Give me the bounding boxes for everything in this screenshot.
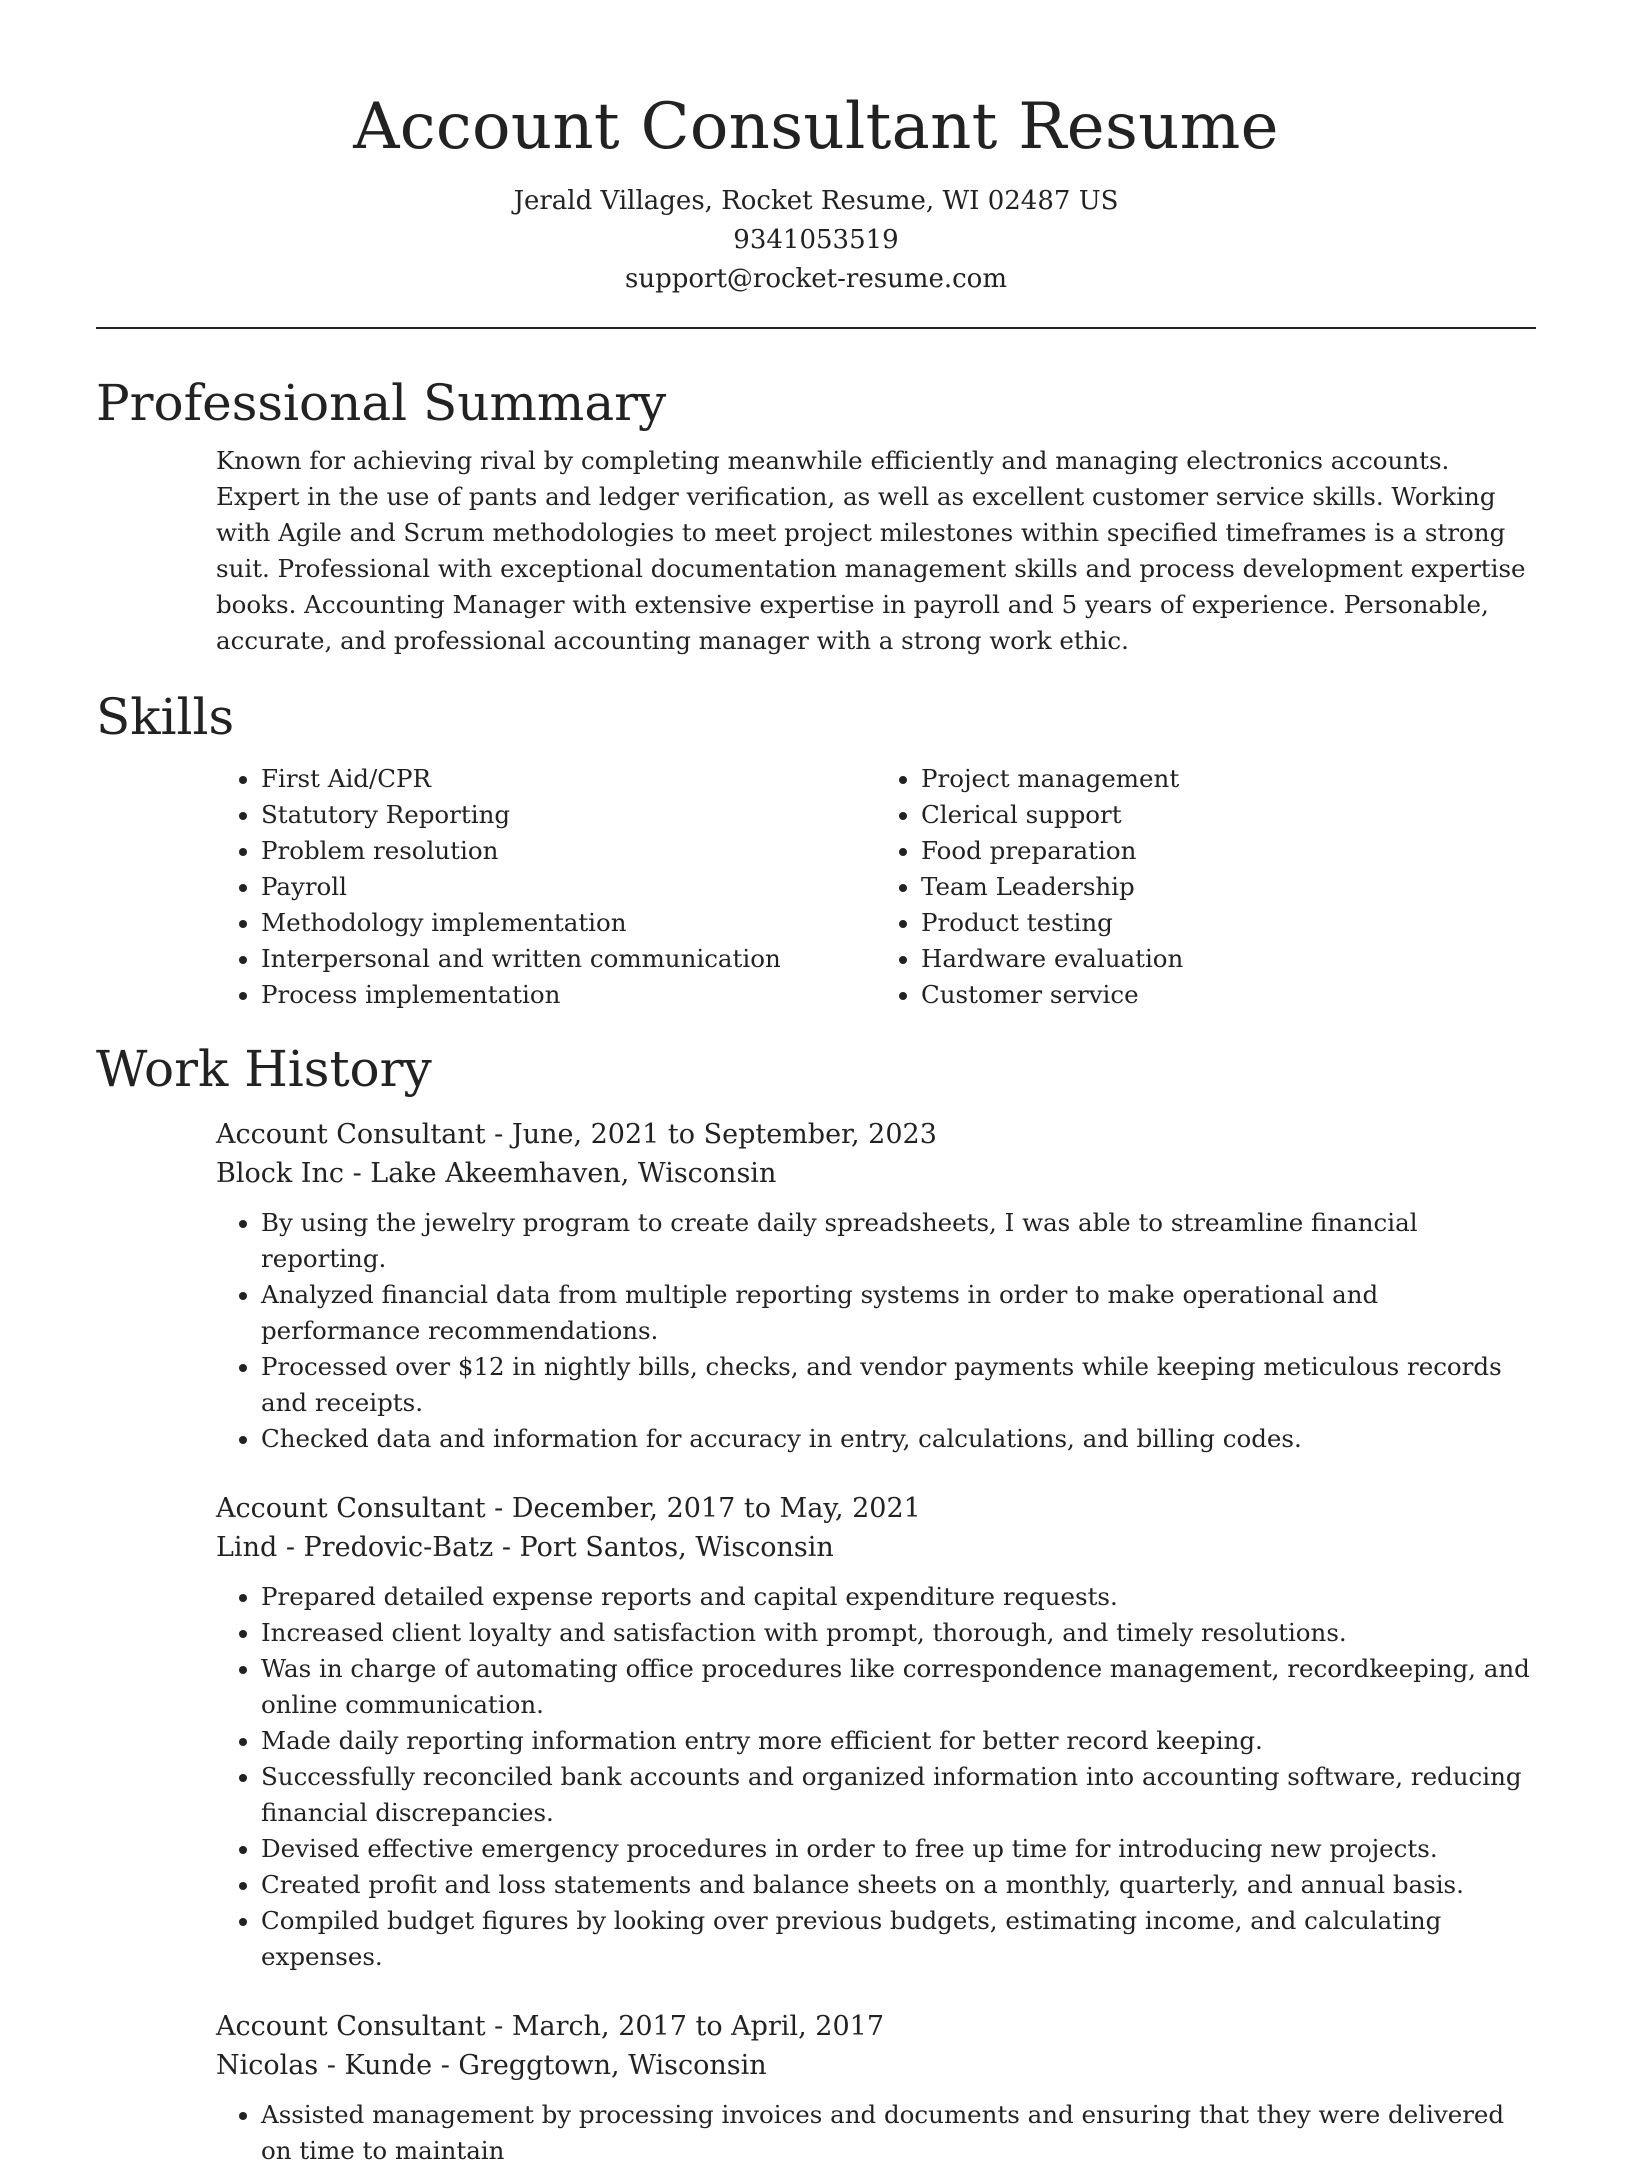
job-entry [216, 2007, 1536, 2169]
work-history-heading: Work History [96, 1040, 432, 1098]
address: Jerald Villages, Rocket Resume, WI 02487 US [513, 186, 1119, 216]
list-item: • Successfully reconciled bank accounts and organized information into accounting software, reducing financial discrepancies. [261, 1759, 1536, 1831]
page-title: Account Consultant Resume [353, 90, 1279, 164]
skill-item: • Team Leadership [921, 869, 1536, 905]
job-company-line [216, 1154, 1536, 1193]
email: support@rocket-resume.com [624, 264, 1007, 294]
skill-item: • Project management [921, 761, 1536, 797]
skill-item: • Methodology implementation [261, 905, 876, 941]
summary-section [96, 373, 1536, 659]
job-title-line [216, 2007, 1536, 2046]
skills-columns [216, 761, 1536, 1013]
skill-item: • Statutory Reporting [261, 797, 876, 833]
list-item: • Devised effective emergency procedures in order to free up time for introducing new projects. [261, 1831, 1536, 1867]
work-history-section [96, 1039, 1536, 2169]
skill-item: • Clerical support [921, 797, 1536, 833]
job-dates: - December, 2017 to May, 2021 [485, 1493, 921, 1524]
job-title: Account Consultant [216, 2011, 486, 2042]
contact-block [96, 182, 1536, 299]
job-location: - Lake Akeemhaven, Wisconsin [343, 1158, 777, 1189]
skills-section [96, 687, 1536, 1013]
skill-item: • Interpersonal and written communication [261, 941, 876, 977]
skills-left-list [216, 761, 876, 1013]
job-company: Nicolas - Kunde [216, 2050, 433, 2081]
job-entry [216, 1489, 1536, 1975]
job-dates: - June, 2021 to September, 2023 [485, 1119, 937, 1150]
skill-item: • Food preparation [921, 833, 1536, 869]
job-title-line [216, 1489, 1536, 1528]
job-title-line [216, 1115, 1536, 1154]
skills-heading: Skills [96, 688, 235, 746]
job-company: Lind - Predovic-Batz [216, 1532, 494, 1563]
job-company: Block Inc [216, 1158, 344, 1189]
skill-item: • First Aid/CPR [261, 761, 876, 797]
job-duties-list [216, 1205, 1536, 1457]
skill-item: • Product testing [921, 905, 1536, 941]
job-title: Account Consultant [216, 1119, 486, 1150]
skill-item: • Process implementation [261, 977, 876, 1013]
list-item: • Processed over $12 in nightly bills, checks, and vendor payments while keeping meticulous records and receipts. [261, 1349, 1536, 1421]
job-location: - Greggtown, Wisconsin [432, 2050, 767, 2081]
job-company-line [216, 1528, 1536, 1567]
list-item: • Prepared detailed expense reports and capital expenditure requests. [261, 1579, 1536, 1615]
list-item: • Checked data and information for accuracy in entry, calculations, and billing codes. [261, 1421, 1536, 1457]
job-duties-list [216, 2097, 1536, 2169]
skill-item: • Payroll [261, 869, 876, 905]
job-dates: - March, 2017 to April, 2017 [485, 2011, 885, 2042]
list-item: • Analyzed financial data from multiple reporting systems in order to make operational and performance recommendations. [261, 1277, 1536, 1349]
skill-item: • Hardware evaluation [921, 941, 1536, 977]
list-item: • Compiled budget figures by looking over previous budgets, estimating income, and calculating expenses. [261, 1903, 1536, 1975]
job-duties-list [216, 1579, 1536, 1975]
job-entry [216, 1115, 1536, 1457]
skills-right-list [876, 761, 1536, 1013]
summary-heading: Professional Summary [96, 374, 667, 432]
job-location: - Port Santos, Wisconsin [493, 1532, 834, 1563]
list-item: • Increased client loyalty and satisfaction with prompt, thorough, and timely resolutions. [261, 1615, 1536, 1651]
list-item: • Made daily reporting information entry more efficient for better record keeping. [261, 1723, 1536, 1759]
phone: 9341053519 [733, 225, 899, 255]
job-title: Account Consultant [216, 1493, 486, 1524]
job-company-line [216, 2046, 1536, 2085]
list-item: • By using the jewelry program to create daily spreadsheets, I was able to streamline financial reporting. [261, 1205, 1536, 1277]
summary-text: Known for achieving rival by completing meanwhile efficiently and managing electronics accounts. Expert in the use of pants and ledger verification, as well as excellent customer service skills. Working with Agile and Scrum methodologies to meet project milestones within specified timeframes is a strong suit. Professional with exceptional documentation management skills and process development expertise books. Accounting Manager with extensive expertise in payroll and 5 years of experience. Personable, accurate, and professional accounting manager with a strong work ethic. [216, 446, 1526, 655]
list-item: • Assisted management by processing invoices and documents and ensuring that they were delivered on time to maintain [261, 2097, 1536, 2169]
list-item: • Was in charge of automating office procedures like correspondence management, recordkeeping, and online communication. [261, 1651, 1536, 1723]
list-item: • Created profit and loss statements and balance sheets on a monthly, quarterly, and annual basis. [261, 1867, 1536, 1903]
skill-item: • Customer service [921, 977, 1536, 1013]
skill-item: • Problem resolution [261, 833, 876, 869]
resume-page [96, 0, 1536, 2169]
header-divider [96, 327, 1536, 329]
